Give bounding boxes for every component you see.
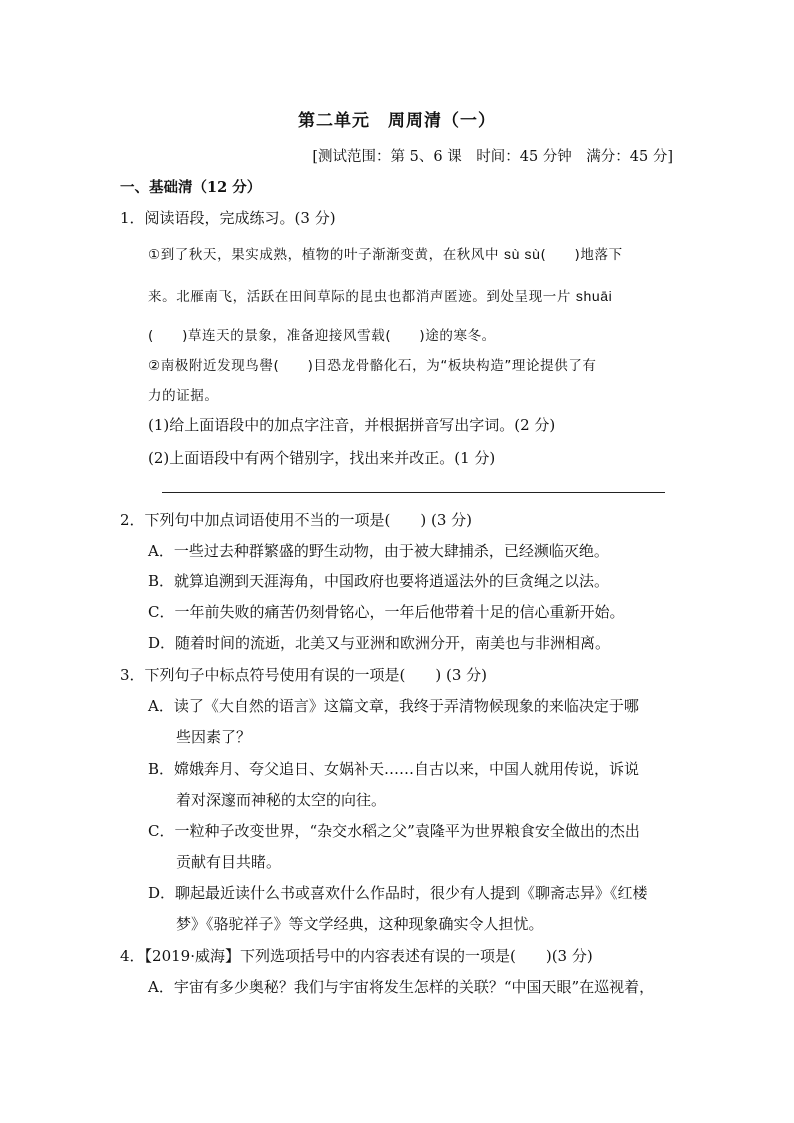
q3-option-d: D．聊起最近读什么书或喜欢什么作品时，很少有人提到《聊斋志异》《红楼 bbox=[148, 884, 648, 902]
q1-sub1: (1)给上面语段中的加点字注音，并根据拼音写出字词。(2 分) bbox=[148, 416, 556, 434]
q1-stem: 1．阅读语段，完成练习。(3 分) bbox=[120, 209, 336, 227]
passage-text: ①到了秋天，果实成熟，植物的叶子渐渐变黄，在秋风中 bbox=[148, 247, 500, 263]
q2-option-d: D．随着时间的流逝，北美又与亚洲和欧洲分开，南美也与非洲相离。 bbox=[148, 634, 611, 652]
q3-option-c: C．一粒种子改变世界，“杂交水稻之父”袁隆平为世界粮食安全做出的杰出 bbox=[148, 822, 640, 840]
q3-stem: 3．下列句子中标点符号使用有误的一项是( ) (3 分) bbox=[120, 666, 488, 684]
q2-stem: 2．下列句中加点词语使用不当的一项是( ) (3 分) bbox=[120, 511, 473, 529]
test-info: [测试范围：第 5、6 课 时间：45 分钟 满分：45 分] bbox=[312, 149, 673, 165]
section-heading: 一、基础清（12 分） bbox=[120, 179, 262, 196]
q4-stem: 4．【2019·威海】下列选项括号中的内容表述有误的一项是( )(3 分) bbox=[120, 947, 593, 965]
pinyin: sù sù bbox=[504, 246, 541, 262]
q3-option-d-cont: 梦》《骆驼祥子》等文学经典，这种现象确实令人担忧。 bbox=[176, 915, 544, 933]
q1-passage-line1 bbox=[148, 243, 623, 263]
q3-option-b-cont: 着对深邃而神秘的太空的向往。 bbox=[176, 791, 387, 809]
q1-passage-line2 bbox=[148, 285, 612, 305]
answer-line bbox=[162, 492, 665, 493]
q3-option-a: A．读了《大自然的语言》这篇文章，我终于弄清物候现象的来临决定于哪 bbox=[148, 697, 639, 715]
q1-passage2-line2: 力的证据。 bbox=[148, 388, 219, 404]
q2-option-a: A．一些过去种群繁盛的野生动物，由于被大肆捕杀，已经濒临灭绝。 bbox=[148, 542, 609, 560]
q2-option-b: B．就算追溯到天涯海角，中国政府也要将逍遥法外的巨贪绳之以法。 bbox=[148, 572, 610, 590]
passage-text: 来。北雁南飞，活跃在田间草际的昆虫也都消声匿迹。到处呈现一片 bbox=[148, 289, 571, 305]
q2-option-c: C．一年前失败的痛苦仍刻骨铭心，一年后他带着十足的信心重新开始。 bbox=[148, 603, 625, 621]
q1-passage2-line1: ②南极附近发现鸟嚳( )目恐龙骨骼化石，为“板块构造”理论提供了有 bbox=[148, 358, 597, 374]
q3-option-b: B．嫦娥奔月、夸父追日、女娲补天……自古以来，中国人就用传说，诉说 bbox=[148, 760, 640, 778]
q3-option-a-cont: 些因素了？ bbox=[176, 728, 252, 746]
pinyin: shuāi bbox=[575, 288, 613, 304]
passage-text: ( )地落下 bbox=[540, 247, 623, 263]
q1-passage-line3: ( )草连天的景象，准备迎接风雪载( )途的寒冬。 bbox=[148, 328, 496, 344]
q4-option-a: A．宇宙有多少奥秘？我们与宇宙将发生怎样的关联？“中国天眼”在巡视着， bbox=[148, 978, 655, 996]
q1-sub2: (2)上面语段中有两个错别字，找出来并改正。(1 分) bbox=[148, 449, 496, 467]
q3-option-c-cont: 贡献有目共睹。 bbox=[176, 853, 282, 871]
page-title: 第二单元 周周清（一） bbox=[298, 111, 496, 131]
